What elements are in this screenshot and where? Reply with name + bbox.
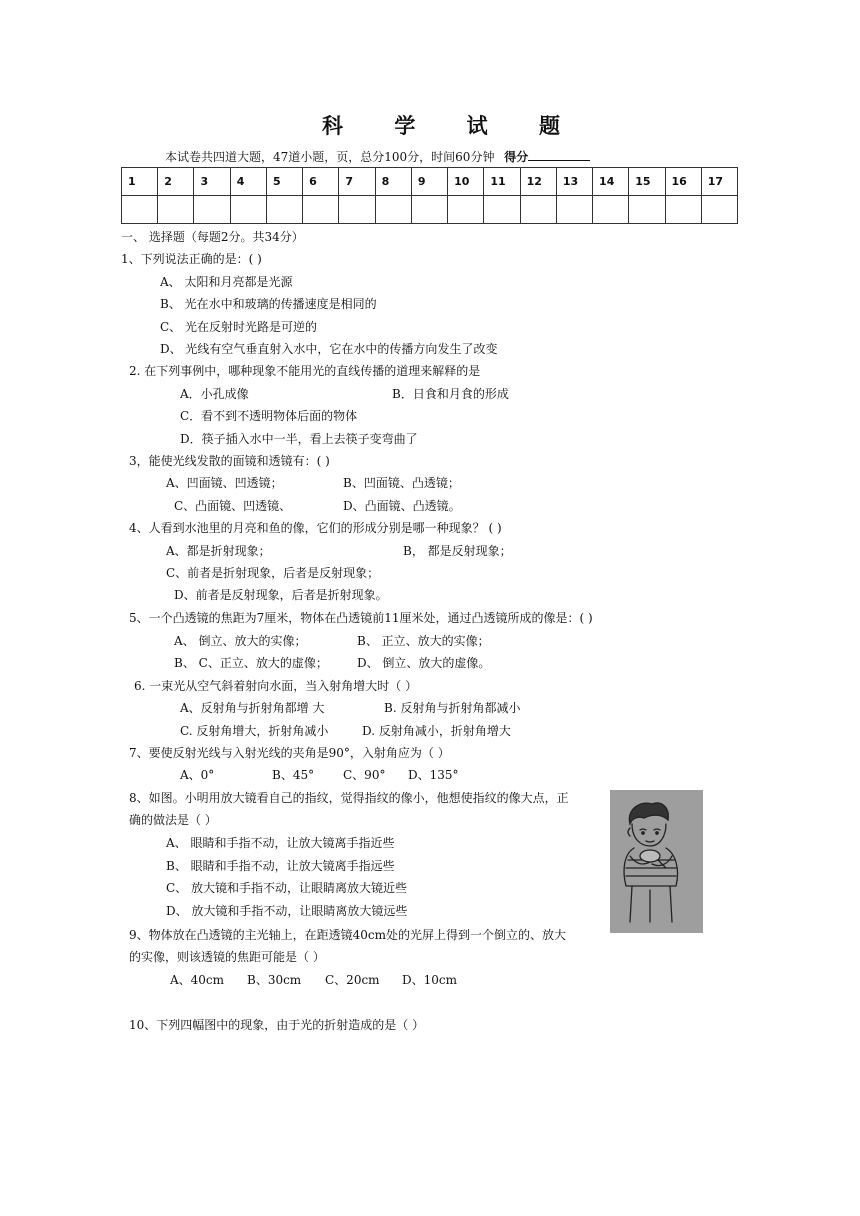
q7-stem: 7、要使反射光线与入射光线的夹角是90°，入射角应为（ ） (129, 746, 450, 760)
magnifier-boy-illustration (610, 790, 703, 933)
boy-drawing (610, 790, 703, 933)
q8-option-a: A、 眼睛和手指不动，让放大镜离手指近些 (166, 836, 395, 850)
q8-option-b: B、 眼睛和手指不动，让放大镜离手指远些 (166, 859, 395, 873)
q3-option-b: B、凹面镜、凸透镜； (343, 476, 460, 490)
q7-option-b: B、45° (272, 768, 315, 782)
q8-stem-line2: 确的做法是（ ） (129, 813, 217, 827)
q6-option-a: A、反射角与折射角都增 大 (180, 701, 325, 715)
exam-intro (165, 148, 590, 165)
answer-blank-cell[interactable] (411, 196, 447, 224)
q3-stem: 3，能使光线发散的面镜和透镜有：( ) (129, 454, 330, 468)
q2-option-b: B．日食和月食的形成 (392, 387, 509, 401)
answer-blank-cell[interactable] (701, 196, 737, 224)
q2-option-d: D．筷子插入水中一半，看上去筷子变弯曲了 (180, 432, 418, 446)
q5-option-b: B、 正立、放大的实像； (357, 634, 490, 648)
q9-option-d: D、10cm (402, 973, 457, 987)
q4-stem: 4、人看到水池里的月亮和鱼的像，它们的形成分别是哪一种现象？ ( ) (129, 521, 502, 535)
q6-option-d: D. 反射角减小，折射角增大 (362, 724, 511, 738)
q4-option-d: D、前者是反射现象，后者是折射现象。 (174, 588, 388, 602)
answer-number-cell: 12 (520, 168, 556, 196)
q6-option-b: B. 反射角与折射角都减小 (384, 701, 521, 715)
q3-option-d: D、凸面镜、凸透镜。 (343, 499, 461, 513)
answer-number-cell: 8 (375, 168, 411, 196)
q4-option-b: B， 都是反射现象； (403, 544, 512, 558)
q5-option-d: D、 倒立、放大的虚像。 (357, 656, 491, 670)
q1-stem: 1、下列说法正确的是：( ) (121, 252, 262, 266)
answer-number-cell: 4 (230, 168, 266, 196)
answer-number-row (122, 168, 738, 196)
answer-blank-cell[interactable] (122, 196, 158, 224)
score-label: 得分 (504, 150, 529, 164)
q1-option-a: A、 太阳和月亮都是光源 (160, 275, 293, 289)
q6-stem: 6. 一束光从空气斜着射向水面，当入射角增大时（ ） (134, 679, 418, 693)
q9-stem-line1: 9、物体放在凸透镜的主光轴上，在距透镜40cm处的光屏上得到一个倒立的、放大 (129, 928, 567, 942)
answer-number-cell: 1 (122, 168, 158, 196)
q1-option-b: B、 光在水中和玻璃的传播速度是相同的 (160, 297, 377, 311)
answer-blank-cell[interactable] (303, 196, 339, 224)
answer-blank-cell[interactable] (520, 196, 556, 224)
q5-option-c: B、 C、正立、放大的虚像； (174, 656, 328, 670)
q1-option-c: C、 光在反射时光路是可逆的 (160, 320, 317, 334)
answer-blank-cell[interactable] (375, 196, 411, 224)
q7-option-d: D、135° (408, 768, 459, 782)
answer-blank-cell[interactable] (194, 196, 230, 224)
answer-number-cell: 10 (448, 168, 484, 196)
answer-blank-cell[interactable] (158, 196, 194, 224)
answer-number-cell: 3 (194, 168, 230, 196)
answer-number-cell: 11 (484, 168, 520, 196)
q2-option-a: A．小孔成像 (180, 387, 249, 401)
answer-blank-cell[interactable] (665, 196, 701, 224)
q9-option-c: C、20cm (325, 973, 380, 987)
answer-number-cell: 16 (665, 168, 701, 196)
answer-number-cell: 9 (411, 168, 447, 196)
q10-stem: 10、下列四幅图中的现象，由于光的折射造成的是（ ） (129, 1018, 425, 1032)
answer-number-cell: 15 (629, 168, 665, 196)
answer-blank-cell[interactable] (484, 196, 520, 224)
answer-number-cell: 13 (556, 168, 592, 196)
section-heading: 一、 选择题（每题2分。共34分） (121, 230, 304, 244)
q4-option-c: C、前者是折射现象，后者是反射现象； (166, 566, 380, 580)
q4-option-a: A、都是折射现象； (166, 544, 271, 558)
answer-number-cell: 14 (593, 168, 629, 196)
q2-option-c: C．看不到不透明物体后面的物体 (180, 409, 358, 423)
answer-number-cell: 17 (701, 168, 737, 196)
q8-stem-line1: 8、如图。小明用放大镜看自己的指纹，觉得指纹的像小，他想使指纹的像大点，正 (129, 791, 569, 805)
page-title: 科 学 试 题 (322, 114, 582, 138)
q8-option-c: C、 放大镜和手指不动，让眼睛离放大镜近些 (166, 881, 407, 895)
q7-option-a: A、0° (180, 768, 215, 782)
answer-blank-cell[interactable] (266, 196, 302, 224)
answer-blank-cell[interactable] (629, 196, 665, 224)
answer-table (121, 167, 738, 224)
q6-option-c: C. 反射角增大，折射角减小 (180, 724, 329, 738)
q3-option-c: C、凸面镜、凹透镜、 (174, 499, 292, 513)
q9-stem-line2: 的实像，则该透镜的焦距可能是（ ） (129, 950, 325, 964)
answer-blank-cell[interactable] (230, 196, 266, 224)
q8-option-d: D、 放大镜和手指不动，让眼睛离放大镜远些 (166, 904, 408, 918)
q9-option-a: A、40cm (170, 973, 225, 987)
answer-number-cell: 7 (339, 168, 375, 196)
answer-blank-cell[interactable] (339, 196, 375, 224)
answer-number-cell: 6 (303, 168, 339, 196)
answer-blank-cell[interactable] (556, 196, 592, 224)
intro-text: 本试卷共四道大题，47道小题，页，总分100分，时间60分钟 (165, 150, 495, 164)
q5-option-a: A、 倒立、放大的实像； (174, 634, 307, 648)
answer-blank-row (122, 196, 738, 224)
answer-number-cell: 5 (266, 168, 302, 196)
score-blank (528, 149, 590, 161)
answer-number-cell: 2 (158, 168, 194, 196)
q3-option-a: A、凹面镜、凹透镜； (166, 476, 283, 490)
answer-blank-cell[interactable] (448, 196, 484, 224)
answer-blank-cell[interactable] (593, 196, 629, 224)
q5-stem: 5、一个凸透镜的焦距为7厘米，物体在凸透镜前11厘米处，通过凸透镜所成的像是：( ) (129, 611, 593, 625)
q1-option-d: D、 光线有空气垂直射入水中，它在水中的传播方向发生了改变 (160, 342, 498, 356)
q2-stem: 2. 在下列事例中，哪种现象不能用光的直线传播的道理来解释的是 (129, 364, 481, 378)
q7-option-c: C、90° (343, 768, 386, 782)
q9-option-b: B、30cm (247, 973, 302, 987)
